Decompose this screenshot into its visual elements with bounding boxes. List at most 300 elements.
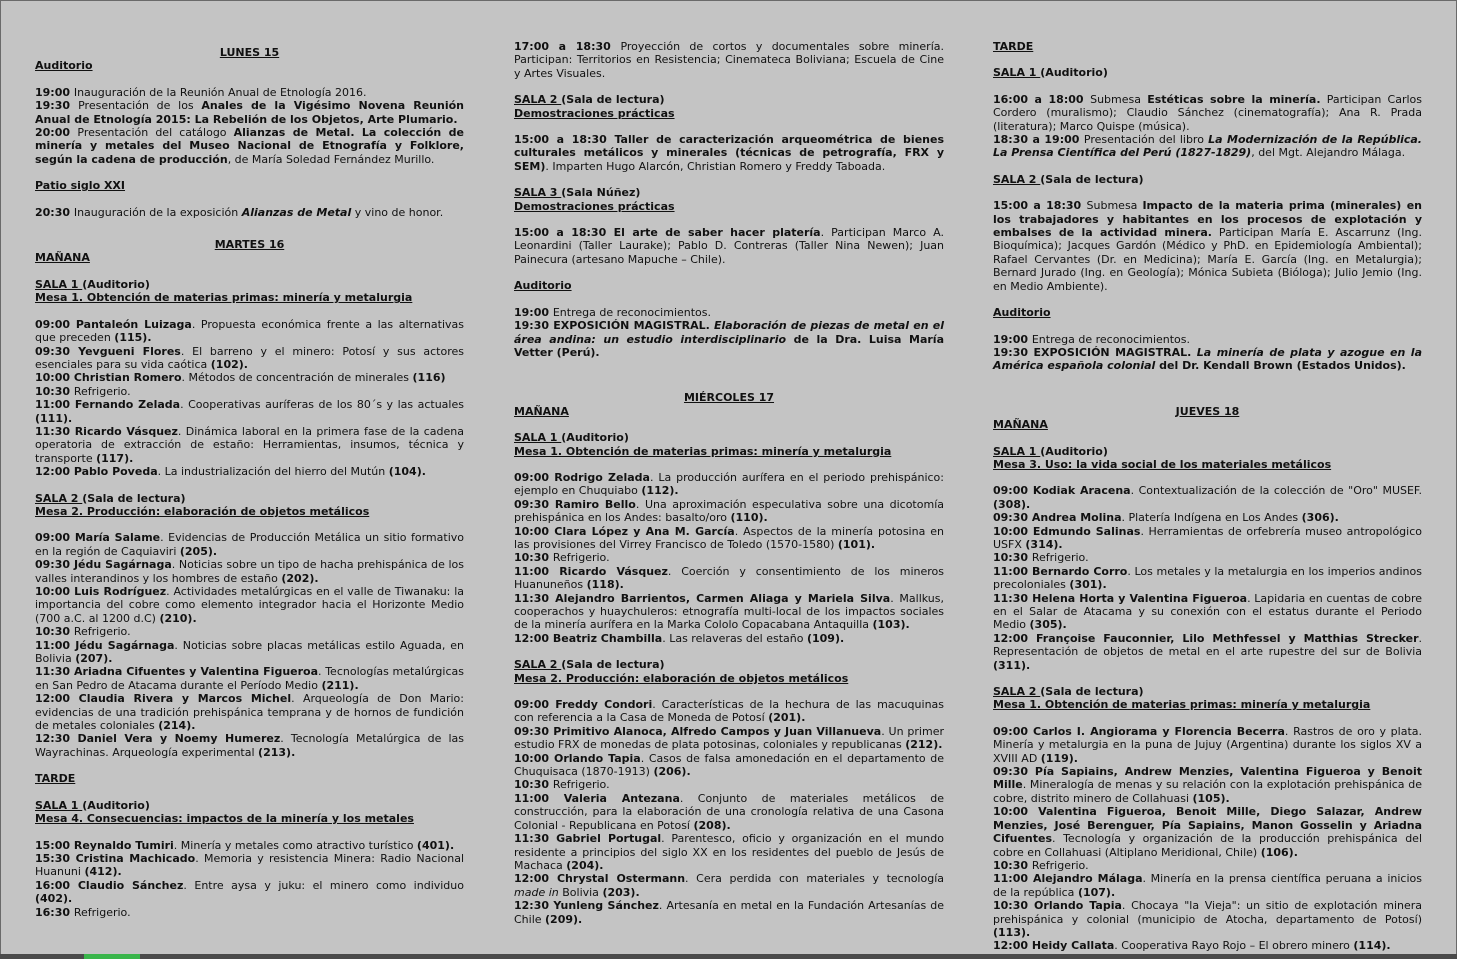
day-heading: MARTES 16 [214, 238, 285, 252]
entry-text: 16:30 [35, 905, 74, 919]
entry-text: Refrigerio. [73, 625, 131, 639]
room-name: (Sala de lectura) [1040, 685, 1144, 699]
session-heading: TARDE [35, 772, 76, 786]
entry-text: (212). [905, 738, 943, 752]
room-heading [993, 445, 1422, 458]
room-heading [514, 186, 944, 199]
schedule-entry [35, 86, 464, 99]
entry-text: Refrigerio. [552, 778, 610, 792]
entry-text: (305). [1029, 618, 1067, 632]
entry-text: . Artesanía en metal en la Fundación Artesanías de Chile [514, 899, 944, 926]
entry-text: 19:30 EXPOSICIÓN MAGISTRAL. [514, 319, 714, 333]
entry-text: 10:30 [993, 551, 1032, 565]
entry-text: (412). [84, 865, 122, 879]
schedule-entry [993, 484, 1422, 511]
entry-text: (206). [653, 765, 691, 779]
schedule-entry [35, 558, 464, 585]
entry-text: La Modernización de la República. La Prensa Científica del Perú (1827-1829) [993, 133, 1422, 160]
spacer [514, 213, 944, 226]
entry-text: Alianzas de Metal [241, 205, 352, 219]
entry-text: 09:30 Ramiro Bello [514, 497, 636, 511]
entry-text: 19:00 [993, 332, 1032, 346]
entry-text: (101). [837, 537, 876, 551]
schedule-entry [514, 306, 944, 319]
entry-text: (301). [1069, 578, 1107, 592]
room-number: SALA 1 [35, 798, 83, 812]
entry-text: 10:30 [35, 625, 74, 639]
entry-text: 09:30 Yevgueni Flores [35, 344, 181, 358]
schedule-entry [514, 792, 944, 832]
room-name: (Sala de lectura) [82, 491, 186, 505]
entry-text: (308). [993, 497, 1031, 511]
panel-title: Mesa 1. Obtención de materias primas: minería y metalurgia [993, 698, 1371, 712]
entry-text: 12:00 Beatriz Chambilla [514, 631, 663, 645]
room-number: SALA 1 [993, 444, 1041, 458]
entry-text: 09:30 Andrea Molina [993, 511, 1122, 525]
schedule-entry [514, 632, 944, 645]
schedule-entry [514, 832, 944, 872]
entry-text: . Memoria y resistencia Minera: Radio Nacional Huanuni [35, 851, 465, 879]
entry-text: (201). [768, 711, 806, 725]
entry-text: 11:00 Fernando Zelada [35, 398, 181, 412]
schedule-entry [35, 732, 464, 759]
entry-text: . Participan Marco A. Leonardini (Taller Laurake); Pablo D. Contreras (Taller Nina Newen); Juan Painecura (artesano Mapuche – Chile). [514, 226, 944, 266]
spacer [514, 685, 944, 698]
spacer [993, 160, 1422, 173]
schedule-entry [35, 425, 464, 465]
entry-text: (107). [1077, 885, 1116, 899]
room-number: SALA 2 [993, 172, 1041, 186]
entry-text: . Cera perdida con materiales y tecnología [685, 872, 944, 886]
panel-title: Mesa 1. Obtención de materias primas: minería y metalurgia [35, 291, 413, 305]
spacer [993, 432, 1422, 445]
entry-text: 11:30 Ricardo Vásquez [35, 424, 178, 438]
entry-text: . Mallkus, cooperachos y huaychuleros: etnografía multi-local de los impactos sociales de la minería aurífera en la Marka Cololo Copacabana Antaquilla [514, 591, 944, 632]
entry-text: . Evidencias de Producción Metálica un sitio formativo en la región de Caquiaviri [35, 531, 464, 558]
entry-text: . Herramientas de orfebrería museo antropológico USFX [993, 524, 1422, 551]
bottom-strip-accent [84, 954, 140, 959]
entry-text: (210). [159, 611, 197, 625]
entry-text: . Dinámica laboral en la primera fase de la cadena operatoria de extracción de estaño: Herramientas, insumos, técnica y transporte [35, 424, 464, 465]
room-heading [35, 492, 464, 505]
schedule-entry [35, 906, 464, 919]
entry-text: (202). [281, 571, 319, 585]
schedule-entry [35, 879, 464, 906]
schedule-entry [35, 665, 464, 692]
entry-text: . Casos de falsa amonedación en el departamento de Chuquisaca (1870-1913) [514, 751, 944, 779]
schedule-entry [993, 725, 1422, 765]
entry-text: 09:00 Freddy Condori [514, 698, 653, 712]
schedule-entry [35, 99, 464, 126]
session-heading: MAÑANA [35, 251, 90, 265]
entry-text: 09:30 Pía Sapiains, Andrew Menzies, Valentina Figueroa y Benoit Mille [993, 765, 1422, 792]
entry-text: (311). [993, 658, 1031, 672]
entry-text: y vino de honor. [351, 205, 444, 219]
entry-text: . Aspectos de la minería potosina en las provisiones del Virrey Francisco de Toledo (1570-1580) [514, 524, 944, 551]
entry-text: Estéticas sobre la minería. [1147, 92, 1321, 106]
session-heading: Auditorio [514, 279, 572, 293]
entry-text: . Imparten Hugo Alarcón, Christian Romero y Freddy Taboada. [545, 159, 886, 173]
room-number: SALA 2 [35, 491, 83, 505]
spacer [35, 305, 464, 318]
entry-text: 18:30 a 19:00 [993, 133, 1084, 147]
panel-title: Demostraciones prácticas [514, 106, 675, 120]
spacer [35, 479, 464, 492]
entry-text: 09:00 Kodiak Aracena [993, 484, 1131, 498]
schedule-entry [993, 333, 1422, 346]
panel-title: Mesa 1. Obtención de materias primas: minería y metalurgia [514, 444, 892, 458]
entry-text: . Cooperativas auríferas de los 80´s y las actuales [180, 398, 464, 412]
spacer [35, 166, 464, 179]
entry-text: 19:30 [35, 99, 79, 113]
entry-text: (203). [602, 885, 640, 899]
entry-text: . Rastros de oro y plata. Minería y metalurgia en la puna de Jujuy (Argentina) durante los siglos XV a XVIII AD [993, 724, 1422, 765]
entry-text: (119). [1040, 751, 1078, 765]
entry-text: . Tecnologías metalúrgicas en San Pedro de Atacama durante el Período Medio [35, 665, 464, 692]
schedule-entry [514, 872, 944, 899]
schedule-entry [514, 778, 944, 791]
entry-text: . Actividades metalúrgicas en el valle de Tiwanaku: la importancia del cobre como elemento integrador hacia el Horizonte Medio (700 a.C. al 1200 d.C) [35, 585, 464, 625]
entry-text: (111). [35, 411, 73, 425]
schedule-entry [514, 752, 944, 779]
entry-text: 10:30 [514, 778, 553, 792]
day-heading: LUNES 15 [219, 46, 280, 59]
entry-text: . Métodos de concentración de minerales [181, 371, 413, 385]
schedule-entry [514, 551, 944, 564]
entry-text: 10:00 Orlando Tapia [514, 751, 641, 765]
room-heading [514, 431, 944, 444]
entry-text: 10:30 [514, 551, 553, 565]
entry-text: . Una aproximación especulativa sobre una dicotomía prehispánica en los Andes: basalto/oro [514, 497, 944, 525]
entry-text: . Tecnología y organización de la producción prehispánica del cobre en Collahuasi (Altiplano Meridional, Chile) [993, 832, 1422, 859]
entry-text: (306). [1301, 511, 1339, 525]
entry-text: 10:00 Christian Romero [35, 371, 182, 385]
entry-text: . Mineralogía de menas y su relación con la explotación prehispánica de cobre, distrito minero de Collahuasi [993, 778, 1422, 805]
entry-text: 11:30 Helena Horta y Valentina Figueroa [993, 591, 1248, 605]
schedule-entry [993, 872, 1422, 899]
schedule-entry [514, 725, 944, 752]
entry-text: . Minería y metales como atractivo turístico [173, 838, 417, 852]
day-heading: MIÉRCOLES 17 [683, 391, 775, 405]
entry-text: Bolivia [558, 885, 603, 899]
room-heading [993, 173, 1422, 186]
entry-text: 15:00 a 18:30 Taller de caracterización arqueométrica de bienes culturales metálicos y minerales (técnicas de petrografía, FRX y SEM) [514, 133, 944, 173]
entry-text: (112). [641, 484, 679, 498]
entry-text: (113). [993, 925, 1031, 939]
entry-text: (207). [75, 652, 113, 666]
room-number: SALA 1 [993, 66, 1041, 80]
entry-text: Participan Carlos Cordero (muralismo); Claudio Sánchez (cinematografía); Ana R. Prada (literatura); Marco Quispe (música). [993, 92, 1422, 133]
schedule-entry [993, 93, 1422, 133]
entry-text: Refrigerio. [1031, 551, 1089, 565]
entry-text: 11:00 Valeria Antezana [514, 791, 680, 805]
schedule-entry [35, 531, 464, 558]
room-heading [514, 658, 944, 671]
entry-text: . Contextualización de la colección de "Oro" MUSEF. [1130, 484, 1422, 498]
entry-text: . Noticias sobre placas metálicas estilo Aguada, en Bolivia [35, 638, 464, 666]
entry-text: (314). [1025, 537, 1063, 551]
entry-text: . Lapidaria en cuentas de cobre en el Salar de Atacama y su conexión con el estatus durante el Periodo Medio [993, 591, 1422, 632]
entry-text: Presentación del libro [1083, 133, 1209, 147]
session-heading: MAÑANA [993, 418, 1048, 432]
entry-text: 12:00 Pablo Poveda [35, 465, 158, 479]
entry-text: . Un primer estudio FRX de monedas de plata potosinas, coloniales y republicanas [514, 724, 944, 752]
entry-text: (402). [35, 892, 73, 906]
schedule-entry [993, 899, 1422, 939]
entry-text: de la Dra. Luisa María Vetter (Perú). [514, 332, 944, 359]
entry-text: (118). [586, 578, 624, 592]
entry-text: Entrega de reconocimientos. [1031, 332, 1191, 346]
entry-text: Participan María E. Ascarrunz (Ing. Bioquímica); Jacques Gardón (Médico y PhD. en Epidemiología Ambiental); Rafael Cervantes (Dr. en Medicina); María E. García (Ing. en Metalurgia); Bernard Jurado (Ing. en Geología); Mónica Subieta (Bióloga); Julio Jemio (Ing. en Medio Ambiente). [993, 226, 1422, 293]
spacer [993, 672, 1422, 685]
entry-text: 10:00 Edmundo Salinas [993, 524, 1141, 538]
spacer [35, 73, 464, 86]
room-name: (Sala de lectura) [561, 93, 665, 107]
entry-text: (401). [416, 838, 455, 852]
entry-text: Refrigerio. [73, 905, 131, 919]
entry-text: 12:30 Yunleng Sánchez [514, 899, 659, 913]
session-heading: Auditorio [993, 306, 1051, 320]
entry-text: 09:00 María Salame [35, 531, 161, 545]
program-column-2 [514, 40, 944, 926]
spacer [993, 712, 1422, 725]
entry-text: (103). [872, 618, 910, 632]
spacer [35, 759, 464, 772]
entry-text: Entrega de reconocimientos. [552, 305, 712, 319]
schedule-entry [35, 839, 464, 852]
schedule-entry [514, 133, 944, 173]
entry-text: Refrigerio. [73, 384, 131, 398]
entry-text: 10:00 Valentina Figueroa, Benoit Mille, Diego Salazar, Andrew Menzies, José Berenguer, Pía Sapiains, Manon Gosselin y Ariadna Cifuentes [993, 805, 1422, 846]
entry-text: 16:00 Claudio Sánchez [35, 878, 184, 892]
entry-text: . Tecnología Metalúrgica de las Wayrachinas. Arqueología experimental [35, 732, 464, 759]
session-heading: Patio siglo XXI [35, 179, 126, 193]
schedule-entry [514, 592, 944, 632]
spacer [514, 173, 944, 186]
entry-text: (208). [693, 818, 731, 832]
schedule-entry [35, 465, 464, 478]
schedule-entry [35, 625, 464, 638]
entry-text: . Cooperativa Rayo Rojo – El obrero minero [1114, 939, 1354, 953]
entry-text: 15:00 Reynaldo Tumiri [35, 838, 174, 852]
panel-title: Mesa 3. Uso: la vida social de los materiales metálicos [993, 457, 1332, 471]
schedule-entry [993, 632, 1422, 672]
panel-title: Mesa 2. Producción: elaboración de objetos metálicos [514, 671, 849, 685]
schedule-entry [35, 398, 464, 425]
entry-text: 19:00 [514, 305, 553, 319]
entry-text: 15:00 a 18:30 [993, 199, 1087, 213]
entry-text: (114). [1353, 939, 1391, 953]
spacer [993, 80, 1422, 93]
schedule-entry [514, 525, 944, 552]
entry-text: . Entre aysa y juku: el minero como individuo [183, 878, 464, 892]
panel-title: Demostraciones prácticas [514, 199, 675, 213]
room-name: (Auditorio) [561, 431, 629, 445]
entry-text: 12:00 Claudia Rivera y Marcos Michel [35, 692, 292, 706]
panel-title: Mesa 4. Consecuencias: impactos de la minería y los metales [35, 812, 414, 826]
spacer [514, 645, 944, 658]
room-heading [993, 66, 1422, 79]
entry-text: Submesa [1086, 199, 1143, 213]
entry-text: 11:00 Bernardo Corro [993, 564, 1128, 578]
entry-text: 19:30 EXPOSICIÓN MAGISTRAL. [993, 345, 1197, 359]
entry-text: 10:30 [993, 858, 1032, 872]
schedule-entry [993, 805, 1422, 859]
entry-text: . Propuesta económica frente a las alternativas que preceden [35, 317, 464, 345]
entry-text: 10:30 [35, 384, 74, 398]
spacer [35, 786, 464, 799]
schedule-entry [35, 345, 464, 372]
room-number: SALA 2 [514, 658, 562, 672]
program-column-1 [35, 40, 464, 919]
spacer [514, 120, 944, 133]
entry-text: 12:00 Heidy Callata [993, 939, 1115, 953]
room-name: (Auditorio) [1040, 444, 1108, 458]
entry-text: La minería de plata y azogue en la América española colonial [993, 345, 1422, 373]
spacer [993, 386, 1422, 399]
entry-text: (205). [179, 544, 218, 558]
schedule-entry [993, 939, 1422, 952]
spacer [514, 359, 944, 372]
schedule-entry [35, 639, 464, 666]
schedule-entry [35, 385, 464, 398]
entry-text: del Dr. Kendall Brown (Estados Unidos). [1155, 359, 1406, 373]
room-name: (Sala de lectura) [1040, 172, 1144, 186]
schedule-entry [514, 471, 944, 498]
day-heading: JUEVES 18 [1175, 404, 1240, 418]
entry-text: 20:30 [35, 205, 74, 219]
entry-text: 15:30 Cristina Machicado [35, 851, 196, 865]
schedule-entry [514, 698, 944, 725]
entry-text: . Noticias sobre un tipo de hacha prehispánica de los valles interandinos y los hombres de estaño [35, 558, 464, 585]
spacer [993, 471, 1422, 484]
spacer [35, 193, 464, 206]
schedule-entry [514, 498, 944, 525]
entry-text: Refrigerio. [1031, 858, 1089, 872]
schedule-entry [993, 346, 1422, 373]
entry-text: Inauguración de la Reunión Anual de Etnología 2016. [73, 85, 367, 99]
entry-text: , del Mgt. Alejandro Málaga. [1251, 146, 1406, 160]
room-number: SALA 2 [993, 685, 1041, 699]
room-name: (Auditorio) [82, 798, 150, 812]
schedule-entry [993, 511, 1422, 524]
entry-text: 11:30 Alejandro Barrientos, Carmen Aliaga y Mariela Silva [514, 591, 891, 605]
entry-text: 10:30 Orlando Tapia [993, 899, 1122, 913]
schedule-entry [514, 899, 944, 926]
schedule-entry [993, 551, 1422, 564]
room-number: SALA 1 [514, 431, 562, 445]
spacer [514, 266, 944, 279]
schedule-entry [993, 859, 1422, 872]
schedule-entry [993, 133, 1422, 160]
entry-text: . Representación de objetos de metal en el arte rupestre del sur de Bolivia [993, 631, 1422, 659]
entry-text: 10:00 Luis Rodríguez [35, 585, 167, 598]
entry-text: 12:30 Daniel Vera y Noemy Humerez [35, 732, 281, 746]
entry-text: 12:00 Chrystal Ostermann [514, 872, 686, 886]
room-heading [35, 278, 464, 291]
entry-text: , de María Soledad Fernández Murillo. [227, 152, 435, 166]
entry-text: (204). [566, 858, 604, 872]
entry-text: 11:00 Alejandro Málaga [993, 872, 1143, 886]
entry-text: Elaboración de piezas de metal en el área andina: un estudio interdisciplinario [514, 319, 945, 346]
schedule-entry [514, 319, 944, 359]
entry-text: Impacto de la materia prima (minerales) en los trabajadores y habitantes en los procesos de explotación y embalses de la actividad minera. [993, 199, 1422, 240]
schedule-entry [35, 318, 464, 345]
entry-text: 19:00 [35, 85, 74, 99]
entry-text: 09:00 Carlos I. Angiorama y Florencia Becerra [993, 724, 1285, 738]
schedule-entry [514, 40, 944, 80]
entry-text: made in [514, 885, 559, 899]
entry-text: 11:00 Jédu Sagárnaga [35, 638, 175, 652]
spacer [993, 186, 1422, 199]
room-heading [35, 799, 464, 812]
schedule-entry [35, 692, 464, 732]
program-column-3 [993, 40, 1422, 953]
entry-text: 16:00 a 18:00 [993, 92, 1091, 106]
entry-text: (214). [158, 719, 196, 733]
room-heading [993, 685, 1422, 698]
entry-text: Alianzas de Metal. La colección de minería y metales del Museo Nacional de Etnografía y Folklore, según la cadena de producción [35, 126, 464, 166]
bottom-strip [0, 954, 1457, 959]
entry-text: . El barreno y el minero: Potosí y sus actores esenciales para su vida caótica [35, 344, 464, 371]
entry-text: (105). [1192, 791, 1230, 805]
spacer [993, 293, 1422, 306]
session-heading: TARDE [993, 40, 1034, 53]
entry-text: . Platería Indígena en Los Andes [1121, 511, 1302, 525]
entry-text: 09:00 Rodrigo Zelada [514, 470, 650, 484]
spacer [514, 418, 944, 431]
entry-text: (209). [545, 912, 583, 926]
entry-text: . Parentesco, oficio y organización en el mundo residente a principios del siglo XX en los residentes del pueblo de Jesús de Machaca [514, 832, 944, 872]
entry-text: Proyección de cortos y documentales sobre minería. Participan: Territorios en Resistencia; Cinemateca Boliviana; Escuela de Cine y Artes Visuales. [514, 40, 944, 80]
entry-text: (211). [321, 678, 359, 692]
entry-text: (213). [258, 745, 296, 759]
spacer [993, 320, 1422, 333]
entry-text: (102). [210, 357, 248, 371]
spacer [35, 518, 464, 531]
spacer [514, 80, 944, 93]
session-heading: Auditorio [35, 59, 93, 73]
schedule-entry [35, 585, 464, 625]
spacer [514, 458, 944, 471]
room-number: SALA 3 [514, 186, 562, 200]
schedule-entry [993, 765, 1422, 805]
entry-text: Anales de la Vigésimo Novena Reunión Anual de Etnología 2015: La Rebelión de los Objetos, Arte Plumario. [35, 99, 465, 126]
schedule-entry [993, 199, 1422, 293]
schedule-entry [35, 206, 464, 219]
entry-text: (117). [96, 451, 134, 465]
entry-text: 17:00 a 18:30 [514, 40, 621, 53]
entry-text: 09:30 Jédu Sagárnaga [35, 558, 172, 572]
entry-text: . Coerción y consentimiento de los mineros Huanuneños [514, 564, 944, 592]
room-number: SALA 2 [514, 93, 562, 107]
entry-text: 11:30 Ariadna Cifuentes y Valentina Figueroa [35, 665, 319, 679]
room-heading [514, 93, 944, 106]
entry-text: 11:00 Ricardo Vásquez [514, 564, 668, 578]
entry-text: . Minería en la prensa científica peruana a inicios de la república [993, 872, 1422, 899]
entry-text: 15:00 a 18:30 El arte de saber hacer platería [514, 226, 821, 240]
entry-text: . Características de la hechura de las macuquinas con referencia a la Casa de Moneda de Potosí [514, 698, 945, 725]
entry-text: . Arqueología de Don Mario: evidencias de una tradición prehispánica temprana y de hornos de fundición de metales coloniales [35, 692, 464, 733]
entry-text: . La industrialización del hierro del Mutún [157, 465, 389, 479]
schedule-entry [993, 565, 1422, 592]
spacer [35, 219, 464, 232]
entry-text: 20:00 [35, 126, 78, 140]
entry-text: 12:00 Françoise Fauconnier, Lilo Methfessel y Matthias Strecker [993, 631, 1419, 645]
entry-text: . Las relaveras del estaño [662, 631, 807, 645]
panel-title: Mesa 2. Producción: elaboración de objetos metálicos [35, 504, 370, 518]
schedule-entry [993, 592, 1422, 632]
